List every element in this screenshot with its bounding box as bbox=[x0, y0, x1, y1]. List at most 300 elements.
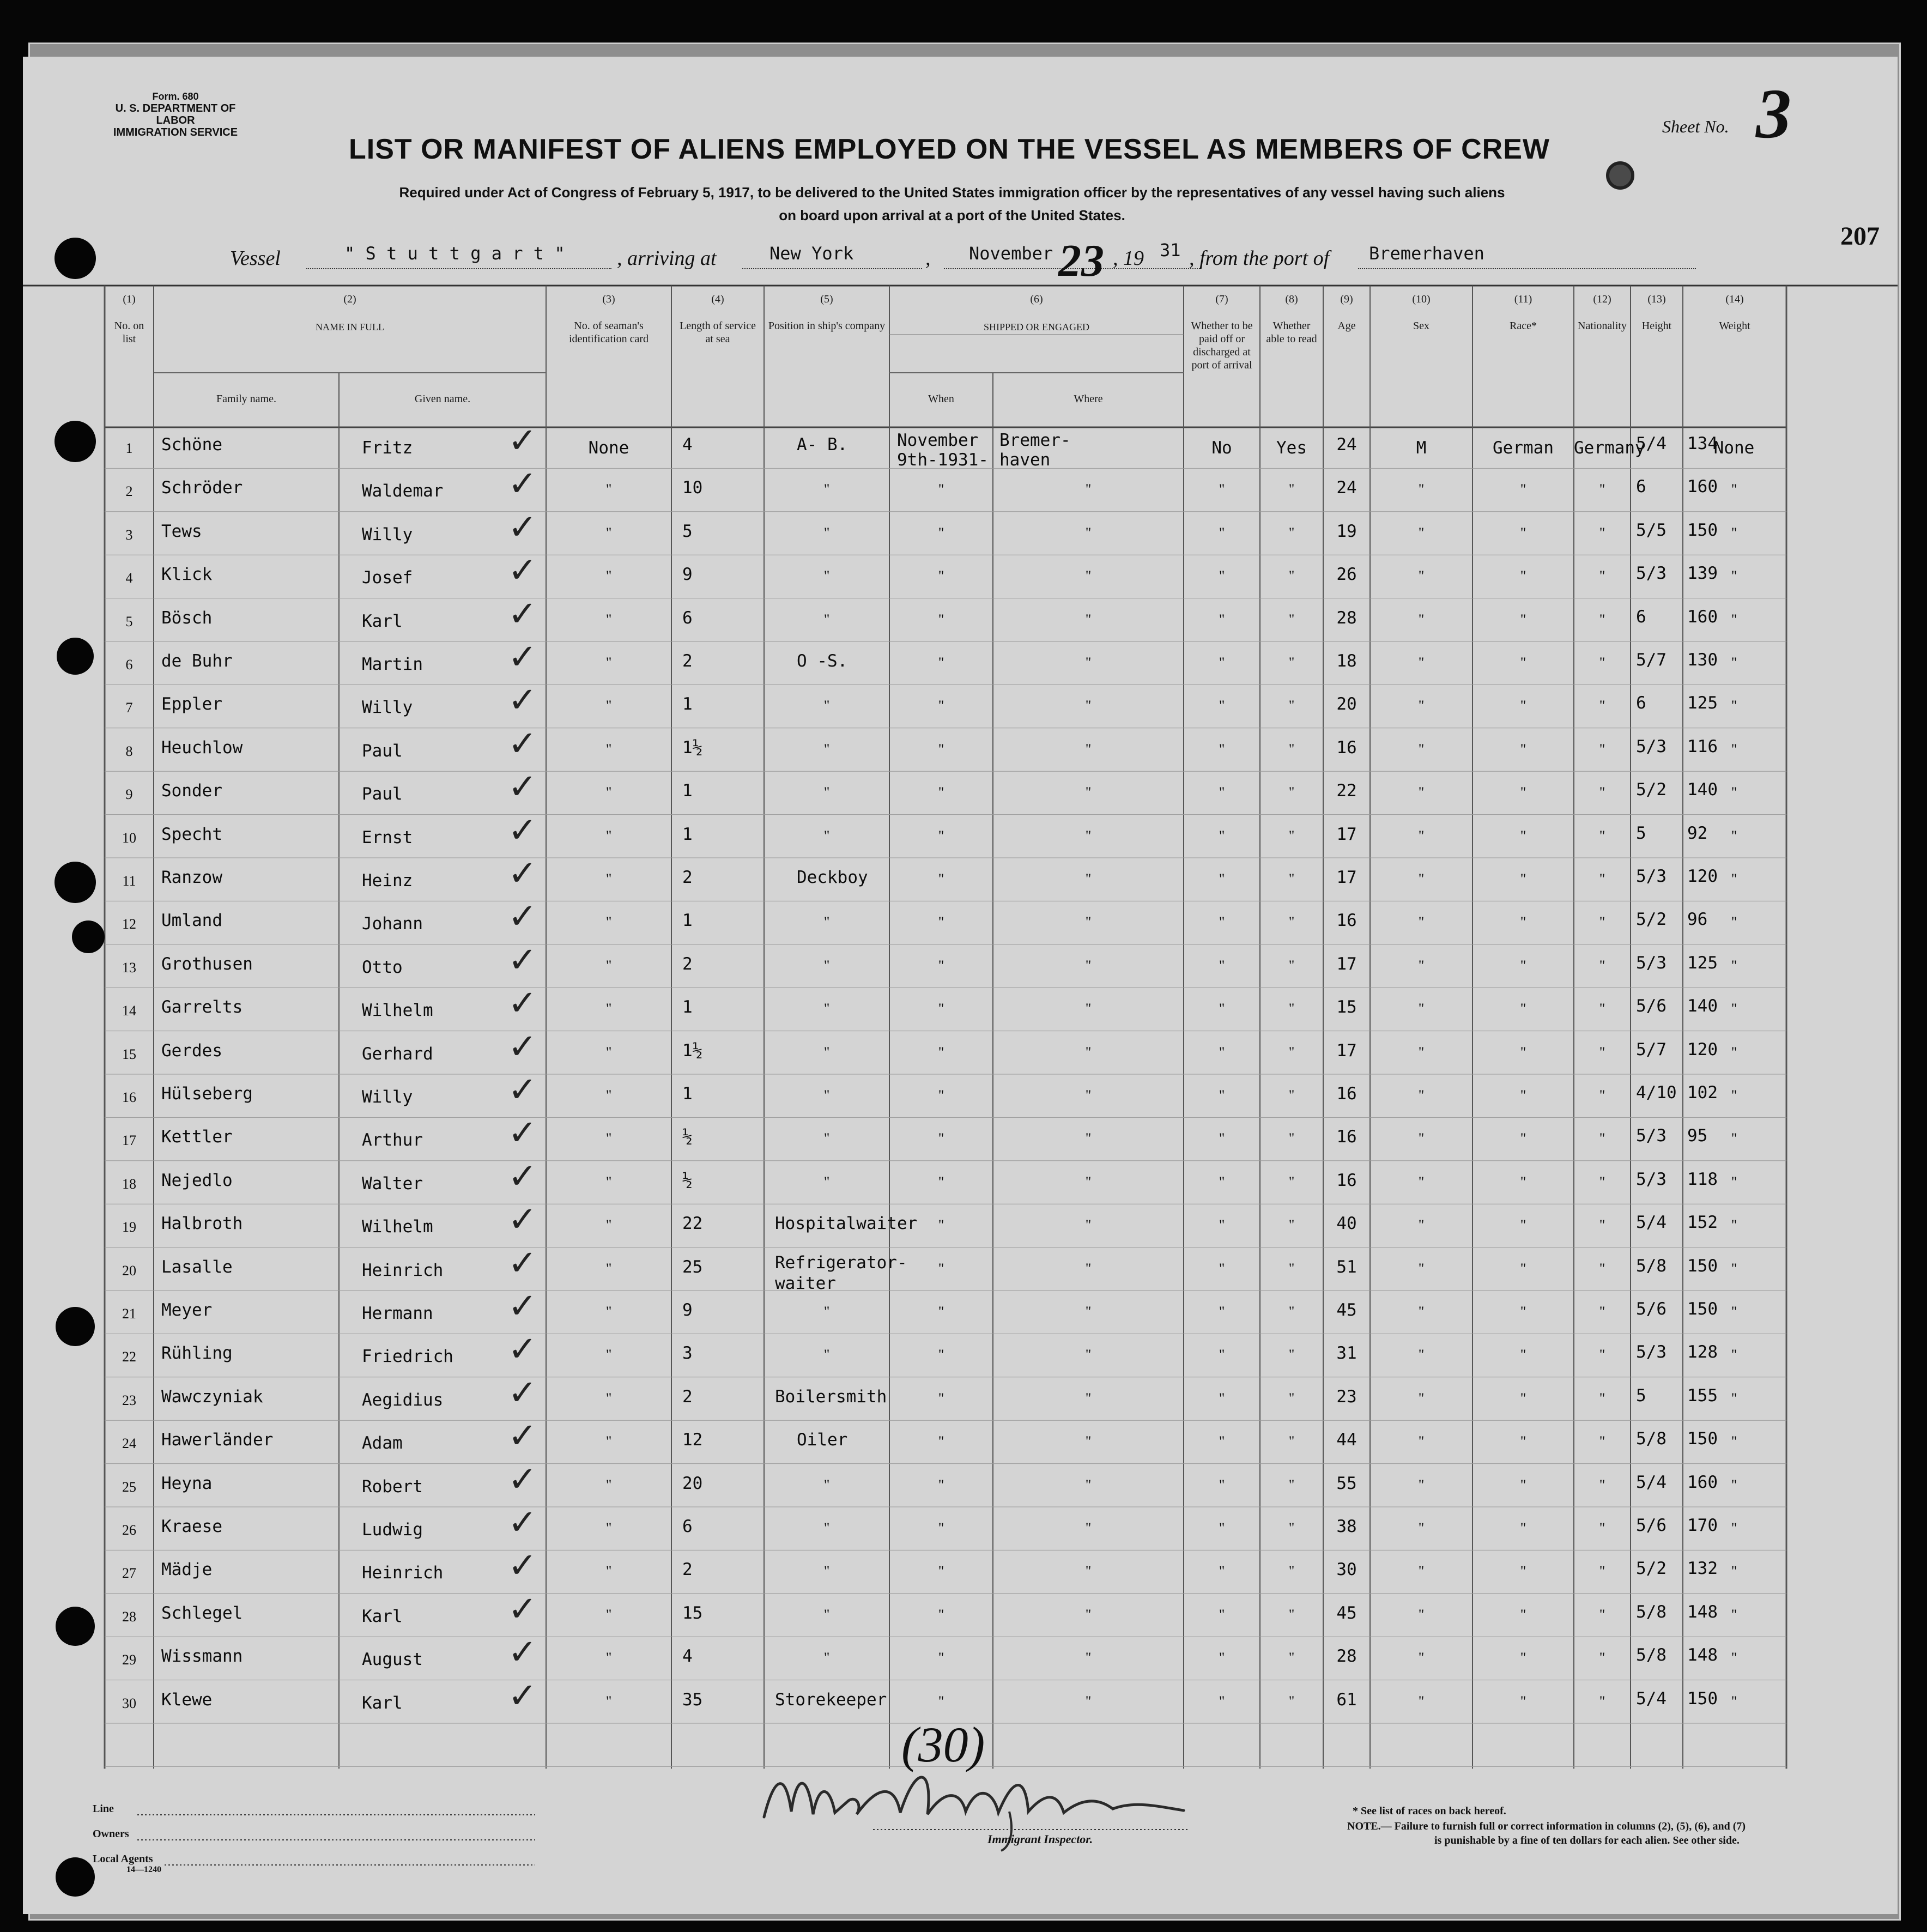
weight: 125 bbox=[1687, 953, 1718, 973]
column-label: Position in ship's company bbox=[768, 320, 886, 332]
shipped-when: " bbox=[938, 1260, 944, 1276]
nationality: " bbox=[1599, 1130, 1605, 1147]
shipped-where: " bbox=[1085, 524, 1092, 541]
service-length: 2 bbox=[682, 868, 693, 887]
column-sublabel: Family name. bbox=[216, 393, 276, 405]
family-name: Klick bbox=[161, 565, 213, 585]
service-length: 35 bbox=[682, 1689, 703, 1710]
weight: 102 bbox=[1687, 1083, 1718, 1103]
shipped-when: " bbox=[938, 1044, 944, 1060]
shipped-where: " bbox=[1085, 914, 1092, 930]
shipped-where: " bbox=[1085, 1347, 1092, 1363]
family-name: Wissmann bbox=[161, 1646, 243, 1667]
able-to-read: " bbox=[1288, 1650, 1295, 1666]
able-to-read: " bbox=[1288, 827, 1295, 844]
nationality: " bbox=[1599, 1217, 1605, 1233]
race: " bbox=[1520, 1130, 1526, 1147]
sex: " bbox=[1418, 827, 1425, 844]
height: 5/5 bbox=[1636, 520, 1667, 540]
column-number: (14) bbox=[1725, 293, 1744, 305]
age: 20 bbox=[1336, 694, 1357, 714]
paid-off: " bbox=[1219, 655, 1225, 670]
paid-off: " bbox=[1219, 698, 1225, 714]
sex: " bbox=[1418, 1390, 1425, 1406]
age: 18 bbox=[1336, 651, 1357, 671]
paid-off: " bbox=[1219, 1347, 1225, 1363]
paid-off: No bbox=[1211, 438, 1232, 458]
physical-marks: " bbox=[1731, 524, 1737, 541]
column-number: (10) bbox=[1412, 293, 1431, 305]
height: 5/8 bbox=[1636, 1429, 1667, 1449]
family-name: Kraese bbox=[161, 1517, 222, 1536]
paid-off: " bbox=[1219, 1087, 1225, 1103]
position: " bbox=[823, 1001, 830, 1017]
id-card: " bbox=[605, 741, 612, 757]
row-number: 14 bbox=[122, 1003, 136, 1019]
checkmark-icon: ✓ bbox=[508, 1632, 537, 1673]
weight: 160 bbox=[1687, 477, 1718, 497]
shipped-when: " bbox=[938, 784, 944, 801]
age: 24 bbox=[1336, 478, 1357, 498]
position: " bbox=[823, 1173, 830, 1190]
row-number: 10 bbox=[122, 829, 136, 846]
race: " bbox=[1520, 655, 1526, 670]
nationality: " bbox=[1599, 698, 1605, 714]
service-name: IMMIGRATION SERVICE bbox=[113, 126, 238, 138]
given-name: Josef bbox=[362, 568, 413, 588]
nationality: " bbox=[1599, 481, 1605, 498]
paid-off: " bbox=[1219, 957, 1225, 973]
race: " bbox=[1520, 698, 1526, 714]
age: 45 bbox=[1336, 1603, 1357, 1623]
position: " bbox=[823, 524, 830, 541]
able-to-read: " bbox=[1288, 1044, 1295, 1060]
weight: 128 bbox=[1687, 1342, 1718, 1362]
shipped-when: " bbox=[938, 1650, 944, 1666]
race: " bbox=[1520, 611, 1526, 627]
id-card: " bbox=[605, 611, 612, 627]
race: " bbox=[1520, 1087, 1526, 1103]
shipped-when: " bbox=[938, 1087, 944, 1103]
family-name: Eppler bbox=[161, 694, 222, 714]
paid-off: " bbox=[1219, 784, 1225, 801]
sex: " bbox=[1418, 481, 1425, 498]
id-card: " bbox=[605, 1304, 612, 1319]
able-to-read: " bbox=[1288, 655, 1295, 670]
id-card: " bbox=[605, 871, 612, 887]
able-to-read: " bbox=[1288, 698, 1295, 714]
physical-marks: " bbox=[1731, 1044, 1737, 1060]
from-label: , from the port of bbox=[1189, 247, 1330, 270]
position: " bbox=[823, 1606, 830, 1622]
row-number: 19 bbox=[122, 1219, 136, 1235]
shipped-where: " bbox=[1085, 1563, 1092, 1579]
shipped-where: haven bbox=[999, 450, 1051, 470]
id-card: " bbox=[605, 1693, 612, 1709]
age: 15 bbox=[1336, 997, 1357, 1018]
sex: " bbox=[1418, 1520, 1425, 1536]
binder-hole-icon bbox=[56, 1607, 95, 1646]
checkmark-icon: ✓ bbox=[508, 1156, 537, 1197]
height: 5/2 bbox=[1636, 780, 1667, 800]
physical-marks: None bbox=[1713, 438, 1755, 458]
paid-off: " bbox=[1219, 1304, 1225, 1319]
paid-off: " bbox=[1219, 1001, 1225, 1017]
age: 16 bbox=[1336, 1084, 1357, 1104]
paid-off: " bbox=[1219, 1563, 1225, 1579]
age: 16 bbox=[1336, 1127, 1357, 1147]
weight: 140 bbox=[1687, 996, 1718, 1016]
paid-off: " bbox=[1219, 1173, 1225, 1190]
id-card: " bbox=[605, 481, 612, 498]
shipped-when: " bbox=[938, 1173, 944, 1190]
able-to-read: " bbox=[1288, 1217, 1295, 1233]
weight: 150 bbox=[1687, 1256, 1718, 1276]
able-to-read: " bbox=[1288, 524, 1295, 541]
binder-hole-icon bbox=[72, 920, 105, 953]
position: " bbox=[823, 1304, 830, 1319]
age: 38 bbox=[1336, 1517, 1357, 1536]
checkmark-icon: ✓ bbox=[508, 1589, 537, 1630]
family-name: Rühling bbox=[161, 1343, 233, 1364]
row-number: 16 bbox=[122, 1089, 136, 1105]
weight: 150 bbox=[1687, 1429, 1718, 1449]
sex: " bbox=[1418, 568, 1425, 584]
page-number: 207 bbox=[1840, 222, 1880, 251]
height: 4/10 bbox=[1636, 1083, 1677, 1103]
id-card: " bbox=[605, 784, 612, 801]
sex: " bbox=[1418, 957, 1425, 973]
given-name: Walter bbox=[362, 1173, 423, 1194]
footer-rules bbox=[23, 57, 677, 1914]
height: 6 bbox=[1636, 607, 1646, 627]
age: 16 bbox=[1336, 737, 1357, 758]
id-card: " bbox=[605, 1173, 612, 1190]
column-label: Whether to be paid off or discharged at port of arrival bbox=[1191, 320, 1253, 371]
physical-marks: " bbox=[1731, 1173, 1737, 1190]
shipped-where: " bbox=[1085, 1130, 1092, 1147]
weight: 152 bbox=[1687, 1213, 1718, 1233]
physical-marks: " bbox=[1731, 1563, 1737, 1579]
binder-hole-icon bbox=[56, 1857, 95, 1897]
given-name: August bbox=[362, 1650, 423, 1670]
checkmark-icon: ✓ bbox=[508, 1243, 537, 1283]
able-to-read: " bbox=[1288, 1173, 1295, 1190]
given-name: Hermann bbox=[362, 1304, 433, 1323]
shipped-when: " bbox=[938, 1433, 944, 1450]
shipped-when: " bbox=[938, 871, 944, 887]
height: 5/4 bbox=[1636, 434, 1667, 453]
position: " bbox=[823, 1476, 830, 1493]
shipped-where: " bbox=[1085, 1390, 1092, 1406]
requirement-line-1: Required under Act of Congress of February 5, 1917, to be delivered to the United States immigration officer by the representatives of any vessel having such aliens bbox=[399, 184, 1505, 201]
family-name: Ranzow bbox=[161, 868, 222, 887]
given-name: Ludwig bbox=[362, 1520, 423, 1540]
inspector-rule bbox=[873, 1828, 1189, 1831]
position: " bbox=[823, 481, 830, 498]
shipped-when: 9th-1931- bbox=[897, 450, 989, 470]
physical-marks: " bbox=[1731, 957, 1737, 973]
nationality: " bbox=[1599, 1563, 1605, 1579]
nationality: " bbox=[1599, 655, 1605, 670]
nationality: " bbox=[1599, 957, 1605, 973]
checkmark-icon: ✓ bbox=[508, 1329, 537, 1370]
position: " bbox=[823, 827, 830, 844]
owners-label: Owners bbox=[93, 1828, 129, 1840]
paid-off: " bbox=[1219, 1260, 1225, 1276]
paid-off: " bbox=[1219, 568, 1225, 584]
shipped-where: " bbox=[1085, 784, 1092, 801]
checkmark-icon: ✓ bbox=[508, 1113, 537, 1154]
able-to-read: " bbox=[1288, 1433, 1295, 1450]
position: " bbox=[823, 1087, 830, 1103]
race: " bbox=[1520, 1044, 1526, 1060]
nationality: " bbox=[1599, 1520, 1605, 1536]
column-sublabel: When bbox=[928, 393, 954, 405]
height: 5 bbox=[1636, 1385, 1646, 1406]
race: " bbox=[1520, 1563, 1526, 1579]
nationality: " bbox=[1599, 1001, 1605, 1017]
binder-hole-icon bbox=[56, 1307, 95, 1346]
given-name: Martin bbox=[362, 655, 423, 674]
sex: " bbox=[1418, 1087, 1425, 1103]
race: " bbox=[1520, 1650, 1526, 1666]
weight: 120 bbox=[1687, 867, 1718, 886]
position: " bbox=[823, 1044, 830, 1060]
weight: 132 bbox=[1687, 1559, 1718, 1579]
column-label: Whether able to read bbox=[1266, 320, 1317, 345]
position: Storekeeper bbox=[775, 1689, 887, 1710]
paid-off: " bbox=[1219, 1520, 1225, 1536]
shipped-where: " bbox=[1085, 568, 1092, 584]
row-number: 7 bbox=[125, 700, 133, 716]
physical-marks: " bbox=[1731, 784, 1737, 801]
race: German bbox=[1493, 438, 1554, 458]
checkmark-icon: ✓ bbox=[508, 1286, 537, 1327]
sex: " bbox=[1418, 1563, 1425, 1579]
column-number: (13) bbox=[1647, 293, 1666, 305]
column-label: Weight bbox=[1719, 320, 1750, 332]
physical-marks: " bbox=[1731, 481, 1737, 498]
height: 6 bbox=[1636, 693, 1646, 713]
line-label: Line bbox=[93, 1803, 114, 1815]
paid-off: " bbox=[1219, 524, 1225, 541]
race-note: * See list of races on back hereof. bbox=[1353, 1805, 1506, 1817]
family-name: Sonder bbox=[161, 781, 222, 801]
given-name: Friedrich bbox=[362, 1347, 453, 1367]
shipped-where: " bbox=[1085, 1693, 1092, 1709]
sex: " bbox=[1418, 914, 1425, 930]
comma: , bbox=[925, 247, 931, 270]
nationality: " bbox=[1599, 784, 1605, 801]
sex: " bbox=[1418, 698, 1425, 714]
binder-hole-icon bbox=[54, 421, 96, 462]
family-name: Klewe bbox=[161, 1689, 213, 1710]
given-name: Karl bbox=[362, 611, 403, 631]
id-card: " bbox=[605, 957, 612, 973]
weight: 150 bbox=[1687, 1299, 1718, 1319]
physical-marks: " bbox=[1731, 1606, 1737, 1622]
given-name: Gerhard bbox=[362, 1044, 433, 1064]
id-card: " bbox=[605, 1606, 612, 1622]
department-name: U. S. DEPARTMENT OF LABOR bbox=[115, 102, 236, 126]
height: 5/3 bbox=[1636, 1342, 1667, 1362]
nationality: " bbox=[1599, 1390, 1605, 1406]
inspector-signature-icon bbox=[753, 1752, 1200, 1855]
given-name: Johann bbox=[362, 914, 423, 934]
position: " bbox=[823, 698, 830, 714]
column-number: (9) bbox=[1340, 293, 1353, 305]
checkmark-icon: ✓ bbox=[508, 767, 537, 808]
note-line-2: is punishable by a fine of ten dollars for each alien. See other side. bbox=[1434, 1834, 1740, 1846]
arrival-month: November bbox=[969, 243, 1053, 264]
age: 55 bbox=[1336, 1473, 1357, 1493]
note-line-1: NOTE.— Failure to furnish full or correct information in columns (2), (5), (6), and (7) bbox=[1347, 1820, 1746, 1832]
shipped-when: " bbox=[938, 741, 944, 757]
sex: " bbox=[1418, 1260, 1425, 1276]
physical-marks: " bbox=[1731, 1304, 1737, 1319]
service-length: 2 bbox=[682, 954, 693, 974]
paid-off: " bbox=[1219, 871, 1225, 887]
weight: 125 bbox=[1687, 693, 1718, 713]
service-length: 1½ bbox=[682, 1040, 703, 1061]
shipped-where: " bbox=[1085, 1520, 1092, 1536]
nationality: " bbox=[1599, 914, 1605, 930]
nationality: " bbox=[1599, 1650, 1605, 1666]
family-name: de Buhr bbox=[161, 651, 233, 671]
checkmark-icon: ✓ bbox=[508, 1546, 537, 1586]
family-name: Bösch bbox=[161, 608, 213, 628]
height: 5/7 bbox=[1636, 1039, 1667, 1059]
shipped-where: " bbox=[1085, 1304, 1092, 1319]
checkmark-icon: ✓ bbox=[508, 1026, 537, 1067]
able-to-read: " bbox=[1288, 1087, 1295, 1103]
race: " bbox=[1520, 957, 1526, 973]
sex: " bbox=[1418, 741, 1425, 757]
age: 28 bbox=[1336, 1646, 1357, 1667]
weight: 92 bbox=[1687, 823, 1708, 843]
physical-marks: " bbox=[1731, 1001, 1737, 1017]
family-name: Kettler bbox=[161, 1127, 233, 1147]
age: 17 bbox=[1336, 954, 1357, 974]
given-name: Robert bbox=[362, 1476, 423, 1497]
shipped-when: " bbox=[938, 481, 944, 498]
able-to-read: " bbox=[1288, 1476, 1295, 1493]
paid-off: " bbox=[1219, 1606, 1225, 1622]
family-name: Nejedlo bbox=[161, 1170, 233, 1190]
row-number: 25 bbox=[122, 1479, 136, 1495]
given-name: Paul bbox=[362, 741, 403, 761]
row-number: 26 bbox=[122, 1522, 136, 1538]
weight: 118 bbox=[1687, 1169, 1718, 1189]
family-name: Specht bbox=[161, 824, 222, 844]
row-number: 8 bbox=[125, 743, 133, 759]
position: Oiler bbox=[797, 1430, 848, 1450]
id-card: " bbox=[605, 655, 612, 670]
nationality: " bbox=[1599, 1087, 1605, 1103]
service-length: 20 bbox=[682, 1473, 703, 1493]
able-to-read: " bbox=[1288, 741, 1295, 757]
given-name: Wilhelm bbox=[362, 1217, 433, 1237]
service-length: 6 bbox=[682, 608, 693, 628]
height: 5/8 bbox=[1636, 1256, 1667, 1276]
sex: " bbox=[1418, 1217, 1425, 1233]
binder-hole-icon bbox=[1606, 161, 1634, 190]
checkmark-icon: ✓ bbox=[508, 1459, 537, 1500]
binder-hole-icon bbox=[54, 238, 96, 279]
height: 5/6 bbox=[1636, 1299, 1667, 1319]
race: " bbox=[1520, 1001, 1526, 1017]
shipped-where: " bbox=[1085, 1173, 1092, 1190]
weight: 160 bbox=[1687, 1472, 1718, 1492]
physical-marks: " bbox=[1731, 827, 1737, 844]
given-name: Wilhelm bbox=[362, 1001, 433, 1021]
position: " bbox=[823, 1650, 830, 1666]
checkmark-icon: ✓ bbox=[508, 1503, 537, 1543]
service-length: 9 bbox=[682, 565, 693, 585]
shipped-where: " bbox=[1085, 1260, 1092, 1276]
race: " bbox=[1520, 481, 1526, 498]
family-name: Hülseberg bbox=[161, 1084, 253, 1104]
race: " bbox=[1520, 914, 1526, 930]
checkmark-icon: ✓ bbox=[508, 1200, 537, 1240]
paid-off: " bbox=[1219, 1390, 1225, 1406]
column-number: (2) bbox=[343, 293, 356, 305]
shipped-when: " bbox=[938, 655, 944, 670]
row-number: 17 bbox=[122, 1132, 136, 1149]
age: 23 bbox=[1336, 1386, 1357, 1407]
shipped-where: " bbox=[1085, 655, 1092, 670]
shipped-when: " bbox=[938, 1390, 944, 1406]
checkmark-icon: ✓ bbox=[508, 637, 537, 677]
physical-marks: " bbox=[1731, 914, 1737, 930]
service-length: 3 bbox=[682, 1343, 693, 1364]
height: 5/3 bbox=[1636, 953, 1667, 973]
row-number: 9 bbox=[125, 786, 133, 803]
able-to-read: Yes bbox=[1276, 438, 1307, 458]
checkmark-icon: ✓ bbox=[508, 940, 537, 980]
physical-marks: " bbox=[1731, 1520, 1737, 1536]
age: 51 bbox=[1336, 1257, 1357, 1277]
shipped-where: " bbox=[1085, 1606, 1092, 1622]
vessel-label: Vessel bbox=[230, 247, 281, 270]
physical-marks: " bbox=[1731, 1390, 1737, 1406]
sex: " bbox=[1418, 1606, 1425, 1622]
id-card: " bbox=[605, 1001, 612, 1017]
shipped-when: " bbox=[938, 568, 944, 584]
given-name: Willy bbox=[362, 524, 413, 544]
shipped-where: " bbox=[1085, 481, 1092, 498]
manifest-title: LIST OR MANIFEST OF ALIENS EMPLOYED ON THE VESSEL AS MEMBERS OF CREW bbox=[349, 134, 1550, 165]
sex: " bbox=[1418, 1173, 1425, 1190]
height: 5/3 bbox=[1636, 867, 1667, 886]
id-card: " bbox=[605, 698, 612, 714]
physical-marks: " bbox=[1731, 611, 1737, 627]
checkmark-icon: ✓ bbox=[508, 1416, 537, 1457]
weight: 140 bbox=[1687, 780, 1718, 800]
shipped-where: " bbox=[1085, 741, 1092, 757]
service-length: 9 bbox=[682, 1300, 693, 1320]
given-name: Adam bbox=[362, 1433, 403, 1453]
paid-off: " bbox=[1219, 1476, 1225, 1493]
given-name: Ernst bbox=[362, 827, 413, 847]
race: " bbox=[1520, 741, 1526, 757]
agents-label: Local Agents bbox=[93, 1853, 153, 1865]
paid-off: " bbox=[1219, 1433, 1225, 1450]
nationality: " bbox=[1599, 1433, 1605, 1450]
column-sublabel: Given name. bbox=[414, 393, 471, 405]
age: 28 bbox=[1336, 608, 1357, 628]
